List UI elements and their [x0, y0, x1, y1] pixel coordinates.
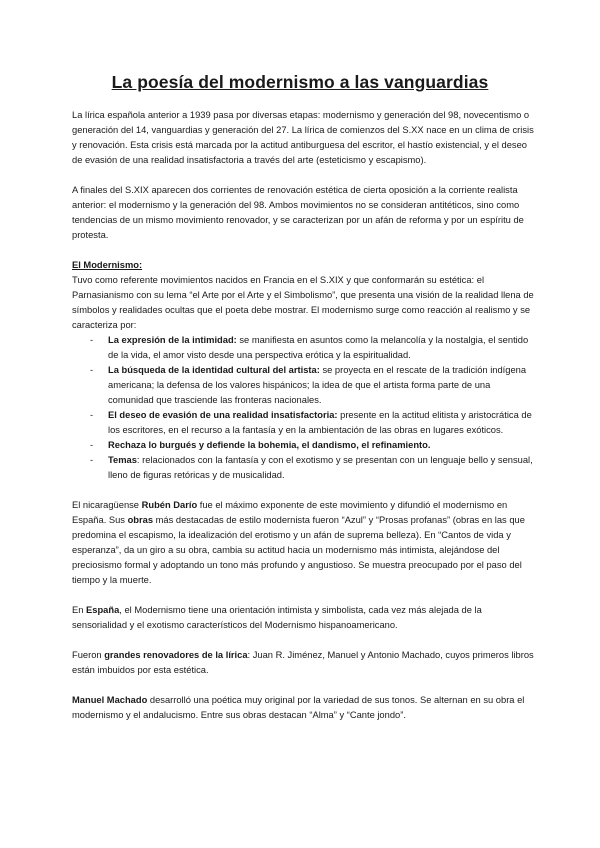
renovadores-text-c: : Juan R. Jiménez, Manuel y Antonio Machado, cuyos primeros libros están imbuidos por esta estética. — [72, 650, 534, 675]
manuel-machado-paragraph — [72, 693, 534, 723]
ruben-obras: obras — [127, 515, 154, 525]
list-dash: - — [90, 440, 94, 450]
characteristics-list — [72, 333, 534, 483]
ruben-dario-paragraph — [72, 498, 534, 588]
ruben-text-a: El nicaragüense — [72, 500, 142, 510]
list-item — [72, 333, 534, 363]
page-title: La poesía del modernismo a las vanguardias — [111, 72, 489, 92]
ruben-text-d: más destacadas de estilo modernista fueron “Azul” y “Prosas profanas” (obras en las que predomina el escapismo, la idealización del erotismo y un afán de suprema belleza). En “Cantos de vida y esperanza”, da un giro a su obra, cambia su actitud hacia un modernismo más intimista, alejándose del preciosismo formal y adoptando un tono más profundo y angustioso. Se muestra preocupado por el paso del tiempo y la muerte. — [72, 515, 525, 585]
list-item-label: Rechaza lo burgués y defiende la bohemia, el dandismo, el refinamiento. — [108, 440, 431, 450]
ruben-text-c: fue el máximo exponente de este movimiento y difundió el modernismo en España. Sus — [72, 500, 508, 525]
espana-text-c: , el Modernismo tiene una orientación intimista y simbolista, cada vez más alejada de la sensorialidad y el exotismo característicos del Modernismo hispanoamericano. — [72, 605, 482, 630]
list-item-text: presente en la actitud elitista y aristocrática de los escritores, en el recurso a la fantasía y en la ambientación de las obras en lugares exóticos. — [108, 410, 532, 435]
list-dash: - — [90, 365, 94, 375]
list-dash: - — [90, 455, 94, 465]
list-item — [72, 363, 534, 408]
espana-text-a: En — [72, 605, 87, 615]
list-item-text: : relacionados con la fantasía y con el exotismo y se presentan con un lenguaje bello y sensual, lleno de figuras retóricas y de musicalidad. — [108, 455, 533, 480]
list-item-label: Temas — [108, 455, 137, 465]
machado-name: Manuel Machado — [72, 695, 148, 705]
list-item — [72, 438, 534, 453]
intro-paragraph: La lírica española anterior a 1939 pasa por diversas etapas: modernismo y generación del 98, novecentismo o generación del 14, vanguardias y generación del 27. La lírica de comienzos del S.XX nace en un clima de crisis y renovación. Esta crisis está marcada por la actitud antiburguesa del escritor, el hastío existencial, y el deseo de evasión de una realidad insatisfactoria a través del arte (esteticismo y escapismo). — [72, 110, 534, 165]
list-item-label: La búsqueda de la identidad cultural del artista: — [108, 365, 320, 375]
renovadores-text-a: Fueron — [72, 650, 105, 660]
list-item-text: se manifiesta en asuntos como la melancolía y la nostalgia, el sentido de la vida, el amor visto desde una perspectiva erótica y la espiritualidad. — [108, 335, 529, 360]
context-paragraph: A finales del S.XIX aparecen dos corrientes de renovación estética de cierta oposición a la corriente realista anterior: el modernismo y la generación del 98. Ambos movimientos no se consideran antitéticos, sino como tendencias de un mismo movimiento renovador, y se caracterizan por un afán de reforma y por un espíritu de protesta. — [72, 185, 524, 240]
machado-text: desarrolló una poética muy original por la variedad de sus tonos. Se alternan en su obra el modernismo y el andalucismo. Entre sus obras destacan “Alma” y “Cante jondo”. — [72, 695, 525, 720]
renovadores-bold: grandes renovadores de la lírica — [104, 650, 248, 660]
modernismo-intro: Tuvo como referente movimientos nacidos en Francia en el S.XIX y que conformarán su estética: el Parnasianismo con su lema “el Arte por el Arte y el Simbolismo”, que presenta una visión de la realidad llena de símbolos y realidades ocultas que el poeta debe mostrar. El modernismo surge como reacción al realismo y se caracteriza por: — [72, 275, 534, 330]
espana-bold: España — [86, 605, 120, 615]
list-item-label: El deseo de evasión de una realidad insatisfactoria: — [108, 410, 338, 420]
list-item-label: La expresión de la intimidad: — [108, 335, 237, 345]
section-heading-modernismo: El Modernismo: — [72, 260, 143, 270]
list-item — [72, 408, 534, 438]
list-dash: - — [90, 335, 94, 345]
list-item-text: se proyecta en el rescate de la tradición indígena americana; la defensa de los valores hispánicos; la idea de que el artista forma parte de una comunidad que trasciende las fronteras nacionales. — [108, 365, 527, 405]
document-body — [72, 108, 534, 723]
list-dash: - — [90, 410, 94, 420]
espana-paragraph — [72, 603, 534, 633]
ruben-name: Rubén Darío — [141, 500, 198, 510]
renovadores-paragraph — [72, 648, 534, 678]
list-item — [72, 453, 534, 483]
